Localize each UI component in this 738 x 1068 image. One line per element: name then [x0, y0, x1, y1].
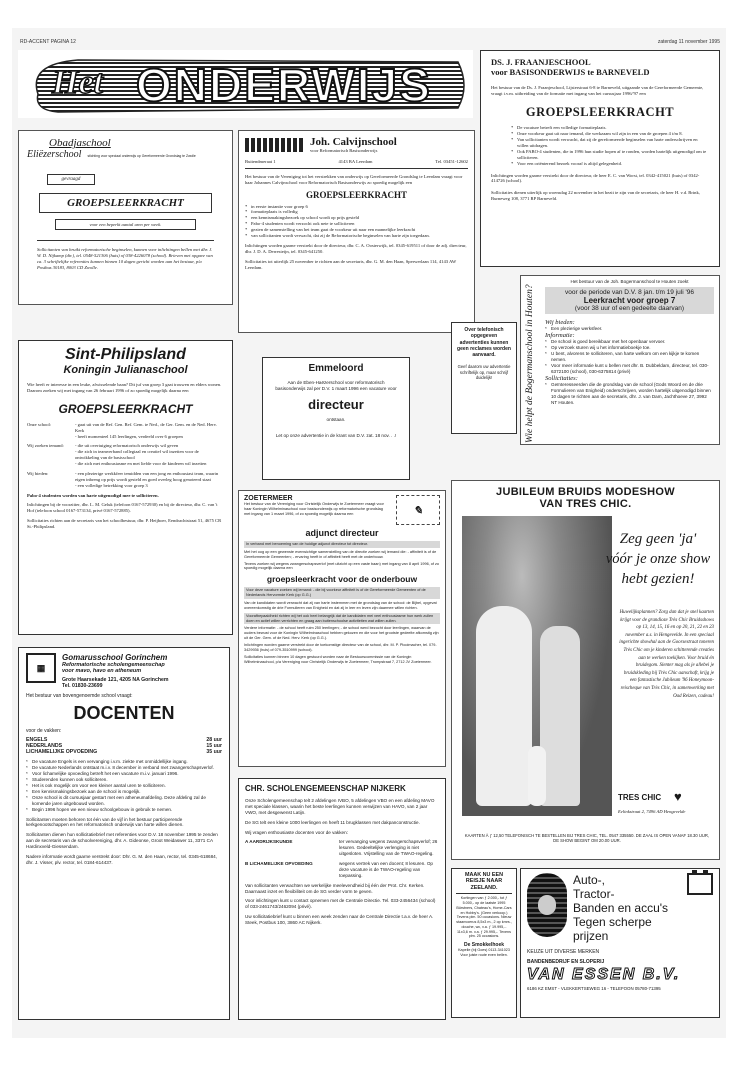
- gomarus-sub2: voor mavo, havo en atheneum: [62, 668, 142, 674]
- vanessen-line1: Auto-,: [573, 873, 606, 887]
- obadja-role: GROEPSLEERKRACHT: [39, 193, 212, 213]
- tres-chic-title1: JUBILEUM BRUIDS MODESHOW: [496, 486, 675, 498]
- bullet-item: * Voor een oriënterend bezoek vooraf is altijd gelegenheid.: [511, 161, 709, 167]
- telefonisch-heading: Over telefonisch opgegeven advertenties kunnen geen reclames worden aanvaard.: [457, 327, 511, 358]
- tres-chic-footer: KAARTEN À ƒ 12,50 TELEFONISCH TE BESTELLEN BIJ TRES CHIC, TEL. 0547 335550. DE ZAAL IS OPEN VANAF 18.30 UUR, DE SHOW BEGINT OM 20.00 UUR.: [464, 833, 710, 844]
- obadja-name1: Obadjaschool: [49, 137, 111, 149]
- nijkerk-p3: Wij vragen enthousiaste docenten voor de vakken:: [245, 829, 348, 835]
- bullet-item: * Het is ook mogelijk om voor een kleiner aantal uren te solliciteren.: [26, 783, 222, 789]
- bullet-item: * formatieplaats is volledig: [245, 209, 468, 215]
- bullet-item: * Op verzoek sturen wij u het informatieboekje toe.: [545, 345, 714, 351]
- bogerman-h2: Informatie:: [545, 331, 575, 339]
- gomarus-subjects: [26, 737, 222, 755]
- nijkerk-p6: Uw sollicitatiebrief kunt u binnen een week zenden naar de Centrale Directie t.a.v. de heer A. Steek, Postbus 100, 3860 AC Nijkerk.: [245, 914, 434, 925]
- bullet-item: * Voor lichamelijke opvoeding betreft het een vacature m.i.v. januari 1996.: [26, 771, 222, 777]
- bullet-item: * De vacature Nederlands ontstaat m.i.v. 8 december in verband met zwangerschapsverlof.: [26, 765, 222, 771]
- gomarus-subject-hours: 28 uur: [206, 736, 222, 743]
- vanessen-sloperij: BANDENBEDRIJF EN SLOPERIJ: [527, 959, 605, 966]
- bullet-item: * van sollicitanten wordt verwacht, dat zij de Reformatorische beginselen van harte zijn toegedaan.: [245, 233, 468, 239]
- obadja-ad: [18, 130, 233, 305]
- zeeland-title: MAAK NU EEN REISJE NAAR ZEELAND.: [456, 872, 512, 894]
- bullet-item: * De vacature betreft een volledige formatieplaats.: [511, 125, 709, 131]
- zoetermeer-ad: [238, 490, 446, 767]
- zoetermeer-t6: Inlichtingen worden gaarne verstrekt door de toekomstige directeur van de school, dhr. M. P. Plooimacher, tel. 079-3429936 (huis) of 079-3510999 (school).: [244, 643, 437, 652]
- gomarus-role: DOCENTEN: [73, 703, 175, 724]
- tres-chic-brand: TRES CHIC: [618, 793, 662, 802]
- vanessen-line4: Tegen scherpe prijzen: [573, 915, 652, 943]
- page-header-right: zaterdag 11 november 1995: [657, 39, 720, 45]
- bogerman-b1: [545, 326, 714, 332]
- zoetermeer-t4: Voorafbepaaldheid richten wij het ook heel belangrijk dat de kandidaten mei veel enthousiasme hun werk zullen doen en actief willen verrichten en graag aan buitenschoolse activiteiten wat willen zullen.: [244, 613, 440, 625]
- vanessen-line3: Banden en accu's: [573, 901, 669, 915]
- bullet-item: * Onze voorkeur gaat uit naar iemand, die werkzaam wil zijn in een van de groepen 4 t/m 8.: [511, 131, 709, 137]
- fraanje-role: GROEPSLEERKRACHT: [525, 104, 675, 119]
- calvijn-apply: Sollicitaties tot uiterlijk 25 november te richten aan de secretaris, dhr. G. M. den Haan, Sperwerlaan 114, 4143 AW Leerdam.: [245, 259, 457, 270]
- calvijn-info: Inlichtingen worden gaarne verstrekt door de directeur, dhr. C. A. Oosterwijk, tel. 0345-619511 of door de adj. directeur, dhr. J. D. A. Derresteijn, tel. 0345-641250.: [245, 243, 467, 255]
- calvijn-name: Joh. Calvijnschool: [310, 136, 397, 148]
- vanessen-brand: VAN ESSEN B.V.: [527, 965, 681, 983]
- vanessen-keuze: KEUZE UIT DIVERSE MERKEN: [527, 949, 600, 955]
- zoetermeer-role1: adjunct directeur: [305, 528, 379, 538]
- nijkerk-intro: Onze Scholengemeenschap telt 2 afdelingen IVBO, 5 afdelingen VBO en een afdeling MAVO met speciale klassen, waarin het beste leerlingen kunnen verwijzen van HAVO, van 2 jaar VWO, met desgewenst Latijn.: [245, 798, 435, 815]
- philips-row: [27, 443, 224, 467]
- vanessen-addr: 6186 KZ EMST - VLEKKERTSEWEG 16 - TELEFOON 05780-71395: [527, 985, 661, 991]
- fraanje-bullets: [511, 125, 709, 167]
- gomarus-ad: [18, 647, 230, 1020]
- school-building-icon: [245, 138, 305, 152]
- zeeland-tail: Voor juiste route even bellen.: [460, 952, 508, 957]
- calvijn-address1: Buitendmeraat 1: [245, 158, 276, 164]
- calvijn-intro: Het bestuur van de Vereniging tot het verstrekken van onderwijs op Gereformeerde Grondslag te Leerdam vraagt voor haar Johannes Calvijnschool voor Reformatorisch Basisonderwijs zo spoedig mogelijk een: [245, 173, 463, 185]
- nijkerk-title: CHR. SCHOLENGEMEENSCHAP NIJKERK: [245, 784, 406, 793]
- vanessen-ad: [520, 868, 720, 1018]
- obadja-affinity: voor een beperkt aantal uren per week.: [55, 219, 196, 230]
- vanessen-line2: Tractor-: [573, 887, 615, 901]
- gomarus-subject-name: ENGELS: [26, 736, 48, 743]
- zoetermeer-t5: Verdere informatie: - de school heeft ruim 250 leerlingen; - de school werd bezocht door leerlingen, waarvan de ouders bewust voor de Koningin Wilhelminaschool hebben gekozen en die voor het grootste gedeelte afkomstig zijn uit de Ger. Gem. of de Ned. Herv. Kerk (op G.G.).: [244, 626, 439, 641]
- philips-row-text: - gaat uit van de Ref. Gen. Ref. Gem. te Ned., de Ger. Gem. en de Ned. Herv. Kerk - heeft momenteel 145 leerlingen, verdeeld over 6 groepen: [75, 421, 217, 439]
- emmeloord-ad: [262, 357, 410, 480]
- philips-row-label: Wij zoeken iemand:: [27, 443, 64, 449]
- bullet-item: * in eerste instantie voor groep 6: [245, 204, 468, 210]
- gomarus-p3: Nadere informatie wordt gaarne verstrekt door: Dhr. G. M. den Haan, rector, tel. 0345-618684, dhr. J. Visser, plv. rector, tel. 0184-614437.: [26, 853, 217, 865]
- bullet-item: * Studerenden kunnen ook solliciteren.: [26, 777, 222, 783]
- bride-figure: [476, 606, 532, 806]
- gomarus-subject-name: LICHAMELIJKE OPVOEDING: [26, 748, 98, 755]
- telefonisch-body: Geef daarom uw advertentie schriftelijk op, maar schrijf duidelijk!: [457, 364, 511, 380]
- nijkerk-p2: De SG telt een kleine 1000 leerlingen en heeft 11 brugklassen met dakpanconstructie.: [245, 819, 420, 825]
- banner-title: ONDERWIJS: [136, 59, 432, 111]
- zoetermeer-t2: Tevens zoeken wij wegens zwangerschapsverlof (met uitzicht op een vaste baan) met ingang van 8 april 1996, of zo spoedig mogelijk daarna een: [244, 561, 440, 571]
- obadja-name2: Eliëzerschool: [27, 149, 82, 160]
- emmeloord-ontstaan: ontstaan.: [326, 416, 346, 422]
- fraanje-title1: DS. J. FRAANJESCHOOL: [491, 57, 591, 67]
- gomarus-p2: Sollicitanten dienen hun sollicitatiebrief met referenties voor D.V. 18 november 1995 te zenden aan de secretaris van de schoolvereniging, dhr. A. Gideonse, Groot Weidaswer 11, 3371 CA Hardinxveld-Giessendam.: [26, 832, 218, 849]
- telefonisch-notice: [451, 322, 517, 434]
- nijkerk-b-text: wegens vertrek van een docent; 8 lesuren. Op deze vacature is de TWAO-regeling van toepassing.: [339, 861, 433, 878]
- gomarus-addr: Grote Haarsekade 121, 4205 NA Gorinchem: [62, 677, 169, 683]
- fraanje-title2: voor BASISONDERWIJS te BARNEVELD: [491, 67, 650, 77]
- bridal-photo: [462, 516, 612, 816]
- philips-row-label: Onze school:: [27, 421, 52, 427]
- gomarus-subject-hours: 35 uur: [206, 748, 222, 755]
- bullet-item: * Voor meer informatie kunt u bellen met dhr. B. Dubbeldam, directeur, tel. 030-6372100 (school), 030-6375814 (privé): [545, 363, 714, 375]
- bogerman-b3: [545, 382, 714, 406]
- calvijn-bullets: [245, 204, 468, 240]
- zoetermeer-t7: Sollicitaties kunnen binnen 10 dagen gestuurd worden naar de Bestuurscommissie van de Koningin Wilhelminaschool, p/a Vereniging voor Christelijk Onderwijs te Zoetermeer, Trompstraat 7, 2712 JV Zoetermeer.: [244, 654, 432, 664]
- child-figure: [528, 746, 546, 806]
- emmeloord-intro: Aan de Eben-Haëzerschool voor reformatorisch basisonderwijs zal per D.V. 1 maart 1996 een vacature voor: [275, 380, 397, 391]
- nijkerk-p4: Van sollicitanten verwachten we werkelijke meelevendheid bij één der Prot. Chr. Kerken. Daarnaast inzet en flexibiliteit om de SG verder vorm te geven.: [245, 882, 425, 894]
- philips-pabo: Pabo-4 studenten worden van harte uitgenodigd mee te solliciteren.: [27, 492, 159, 498]
- gomarus-subject-hours: 15 uur: [206, 742, 222, 749]
- emmeloord-note: Let op onze advertentie in de krant van D.V. zat. 18 nov. . .!: [275, 432, 397, 438]
- zoetermeer-intro: Het bestuur van de Vereniging voor Christelijk Onderwijs te Zoetermeer vraagt voor haar Koningin Wilhelminaschool voor basisonderwijs op reformatorische grondslag met ingang van 1 maart 1996, of zo spoedig mogelijk daarna een: [244, 502, 384, 516]
- bullet-item: * Pabo-4 studenten wordt verzocht ook nete te solliciteren: [245, 221, 468, 227]
- emmeloord-title: Emmeloord: [308, 363, 364, 374]
- philips-name2: Koningin Julianaschool: [63, 364, 188, 376]
- fraanje-info: Inlichtingen worden gaarne verstrekt door de directeur, de heer E. C. van Worst, tel. 0342-415021 (huis) of 0342-414726 (school).: [491, 172, 700, 184]
- bogerman-side-label: Wie helpt de Bogermanschool in Houten?: [525, 284, 535, 443]
- philips-role: GROEPSLEERKRACHT: [58, 401, 193, 416]
- philips-row-label: Wij bieden:: [27, 470, 49, 476]
- nijkerk-a-text: ter vervanging wegens zwangerschapsverlof; 26 lesuren. Gedeeltelijke verlenging is niet uitgesloten. Vrijstelling van de TWAO-regeling.: [339, 839, 438, 857]
- philips-row-text: - een plezierige werkkfeer temidden van een jong en enthousiast team, waarin eigen inbreng op prijs wordt gesteld en goed overleg hoog genoteerd staat - een volledige betrekking voor groep 3: [75, 470, 219, 488]
- tres-chic-slogan3: hebt gezien!: [621, 571, 695, 587]
- banner-het: Het: [52, 64, 103, 101]
- gsg-logo-icon: ▦: [26, 653, 56, 683]
- groom-figure: [540, 626, 580, 806]
- gomarus-subject-name: NEDERLANDS: [26, 742, 63, 749]
- onderwijs-banner: [18, 50, 473, 118]
- philips-apply: Sollicitaties richten aan de secretaris van het schoolbestuur, dhr. P. Heijboer, Eendrachtstraat 51, 4675 CR St.-Philipsland.: [27, 518, 222, 529]
- gomarus-vakken: voor de vakken:: [26, 728, 62, 735]
- bogerman-b2: [545, 339, 714, 375]
- tres-chic-slogan2: vóór je onze show: [605, 551, 711, 567]
- nijkerk-b-label: B LICHAMELIJKE OPVOEDING: [245, 861, 313, 866]
- heart-icon: ♥: [674, 789, 682, 804]
- bogerman-role: Leerkracht voor groep 7: [583, 295, 676, 305]
- tres-chic-ad: [451, 480, 720, 860]
- zoetermeer-t1: Met het oog op een gewenste evenwichtige samenstelling van de directie zoeken wij iemand die: - affiniteit is of de Gereformeerde Gemeenten; - ervaring heeft in of affiniteit heeft met de onderbouw.: [244, 549, 437, 559]
- gomarus-name: Gomarusschool Gorinchem: [62, 653, 168, 662]
- zeeland-text: Kortingen van ƒ 2.000,- tot ƒ 5.000,- op de laatste 1995 Bürstners, Chateau's, Home-Cars en Hobby's. (Geen verkoop.) Tevens plm. 50 occasions. Nieuw staanvoerus 8,5x3 m., 2 op kmrs., douche, wc, v.a. ƒ 19.995,-. 11x3,6 m. v.a. ƒ 29.995,-. Tevens plm. 25 occasions.: [456, 896, 512, 939]
- gomarus-subject-row: [26, 749, 222, 755]
- emmeloord-role: directeur: [308, 396, 364, 412]
- voz-logo-icon: ✎: [396, 495, 440, 525]
- battery-icon: [687, 873, 713, 895]
- zeeland-ad: [451, 868, 517, 1018]
- gomarus-bullets: [26, 759, 222, 813]
- gomarus-tel: Tel. 01830-23699: [62, 683, 103, 689]
- calvijn-address2: 4143 BA Leerdam: [338, 158, 373, 164]
- philips-row-text: - die uit overtuiging reformatorisch onderwijs wil geven - die zich in teamverband collegiaal en creatief wil inzetten voor de ontwikkeling van de basisschool - die zich met enthousiasme en met liefde voor de kinderen wil inzetten: [75, 443, 207, 466]
- philips-row: [27, 471, 224, 489]
- tire-icon: [527, 873, 567, 937]
- tres-chic-slogan1: Zeg geen 'ja': [619, 531, 697, 547]
- bullet-item: * U bent, alvorens te solliciteren, van harte welkom om een kijkje te komen nemen.: [545, 351, 714, 363]
- bullet-item: * Een plezierige werksfeer.: [545, 326, 714, 332]
- nijkerk-a-label: A AARDRIJKSKUNDE: [245, 839, 293, 845]
- bogerman-intro: Het bestuur van de Joh. Bogermanschool te Houten zoekt: [570, 279, 689, 284]
- bullet-item: * Van sollicitanten wordt verwacht, dat zij de gereformeerde beginselen van harte onderschrijven en willen uitdragen.: [511, 137, 709, 149]
- zoetermeer-role2: groepsleerkracht voor de onderbouw: [266, 574, 418, 585]
- bogerman-hours: (voor 38 uur of een gedeelte daarvan): [574, 304, 685, 312]
- tres-chic-address: Eelinkstraat 2, 7496 AD Hengevelde: [618, 809, 686, 814]
- bullet-item: * Begin 1996 hopen we een nieuw schoolgebouw in gebruik te nemen.: [26, 807, 222, 813]
- zoetermeer-g1: In verband met benoeming van de huidige adjunct directeur tot directeur.: [244, 541, 440, 548]
- calvijn-role: GROEPSLEERKRACHT: [305, 189, 408, 200]
- fraanje-apply: Sollicitaties dienen uiterlijk op woensdag 22 november in het bezit te zijn van de secretaris, de heer H. v.d. Brink, Burneweg 108, 3771 RP Barneveld.: [491, 190, 700, 202]
- bogerman-h3: Sollicitaties:: [545, 374, 578, 382]
- fraanje-ad: [480, 50, 720, 267]
- bogerman-h1: Wij bieden:: [545, 318, 575, 326]
- zeeland-shop: De Smokkelhoek: [463, 942, 505, 949]
- tres-chic-title2: VAN TRES CHIC.: [539, 498, 632, 510]
- calvijn-tel: Tel. 03451-12602: [435, 158, 468, 164]
- nijkerk-p5: Voor inlichtingen kunt u contact opnemen met de Centrale Directie. Tel. 033-2456434 (school) of 033-2461743/2462094 (privé).: [245, 898, 436, 910]
- fraanje-intro: Het bestuur van de Ds. J. Fraanjeschool, Lijsterstraat 6-8 te Barneveld, uitgaande van de Gereformeerde Gemeente, vraagt i.v.m. uitbreiding van de formatie met ingang van het cursusjaar 1996/'97 een: [491, 85, 704, 96]
- philips-rows: [27, 422, 224, 489]
- bogerman-ad: [520, 275, 720, 445]
- bullet-item: * Ook PABO-4 studenten, die in 1996 hun studie hopen af te ronden, worden hartelijk uitgenodigd om te solliciteren.: [511, 149, 709, 161]
- philips-row: [27, 422, 224, 440]
- calvijn-tagline: voor Reformatorisch Basisonderwijs: [310, 148, 378, 153]
- obadja-subtitle: stichting voor speciaal onderwijs op Gereformeerde Grondslag te Zwolle: [87, 154, 196, 158]
- tres-chic-text: Huwelijksplannen? Zorg dan dat je snel kaarten krijgt voor de grandioze Très Chic Bruidsshows op 13, 14, 15, 16 en op 20, 21, 22 en 23 november a.s. in Hengevelde. In een speciaal ingerichte showhal aan de Goorsestraat toneren Très Chic om je kinderen schitterende creaties aan te werken toekijken. Voor bruid én bruidegom. Slenter mag als je allebei je bruidskleding bij Très Chic aanschaft, krijg je een fantastische Jubileum '96 Honeymoon-reischeque van Très Chic, in samenwerking met Oad Reizen, cadeau!: [619, 610, 714, 699]
- zoetermeer-city: ZOETERMEER: [244, 495, 293, 502]
- philips-info: Inlichtingen bij de voorzitter, dhr. L. M. Geluk (telefoon 0167-572930) en bij de directeur, dhr. C. van 't Hof (telefoon school 0167-573134, privé 0167-572885).: [27, 502, 218, 514]
- bullet-item: * Een kennismakingsbezoek aan de school is mogelijk.: [26, 789, 222, 795]
- bullet-item: * Geïnteresseerden die de grondslag van de school (Gods Woord en de drie Formulieren van Enigheid) onderschrijven, worden hartelijk uitgenodigd binnen 10 dagen te richten aan de secretaris, dhr. J. van Dam, Jachthoeve 27, 3992 NT Houten.: [545, 382, 714, 406]
- zoetermeer-t3: Van de kandidaten wordt verwacht dat zij van harte instemmen met de grondslag van de school: de Bijbel, opgevat overeenkomstig de drie Formulieren van Enigheid en dat zij in leer en leven zijn daarmee willen richten.: [244, 601, 437, 610]
- bullet-item: * Onze school is dit cursusjaar gestart met een atheneumafdeling. Deze afdeling zal de komende jaren uitgebouwd worden.: [26, 795, 222, 807]
- philips-intro: Wie heeft er interesse in een leuke, afwisselende baan? Dit juf van groep 3 gaat trouwen en elders wonen. Daarom zoeken wij met ingang van 26 februari 1996 of zo spoedig mogelijk daarna een: [27, 382, 222, 393]
- philips-name1: Sint-Philipsland: [65, 346, 186, 363]
- gomarus-p1: Sollicitanten moeten behoren tot één van de vijf in het bestuur participerende kerkgenootschappen en het reformatorisch onderwijs van harte willen dienen.: [26, 816, 184, 828]
- gomarus-intro: Het bestuur van bovengenoemde school vraagt:: [26, 693, 133, 699]
- zoetermeer-g2: Voor deze vacature zoeken wij iemand: - die bij voorkeur affiniteit is of de Gereformeerde Gemeenten of de Nederlands Hervormde Kerk (op G.G.): [244, 587, 440, 599]
- philips-ad: [18, 340, 233, 635]
- calvijn-ad: [238, 130, 475, 333]
- gomarus-sub1: Reformatorische scholengemeenschap: [62, 662, 165, 668]
- bullet-item: * De vacature Engels is een vervanging i.v.m. ziekte met onmiddellijke ingang.: [26, 759, 222, 765]
- zeeland-addr: Kapelle (bij Goes) 0113-341023: [458, 948, 510, 953]
- obadja-gevraagd: gevraagd: [47, 174, 95, 185]
- obadja-body: Sollicitanten van bruikt reformatorische beginselen, kunnen voor inlichtingen bellen met dhr. J. W. D. Nijkamp (dir.), tel. 0548-521306 (huis) of 038-4226078 (school). Brieven met opgave van ca. 3 schriftelijke referenties kunnen binnen 10 dagen gericht worden aan het bestuur, p/a Postbus 30183, 8003 CD Zwolle.: [37, 240, 214, 271]
- page-header-left: RD-ACCENT PAGINA 12: [20, 39, 76, 45]
- bullet-item: * De school is goed bereikbaar met het openbaar vervoer.: [545, 339, 714, 345]
- bullet-item: * gezien de samenstelling van het team gaat de voorkeur uit naar een mannelijke leerkracht: [245, 227, 468, 233]
- bullet-item: * een kennismakingsbezoek op school wordt op prijs gesteld: [245, 215, 468, 221]
- bogerman-period: voor de periode van D.V. 8 jan. t/m 19 juli '96: [565, 288, 694, 296]
- nijkerk-ad: [238, 778, 446, 1020]
